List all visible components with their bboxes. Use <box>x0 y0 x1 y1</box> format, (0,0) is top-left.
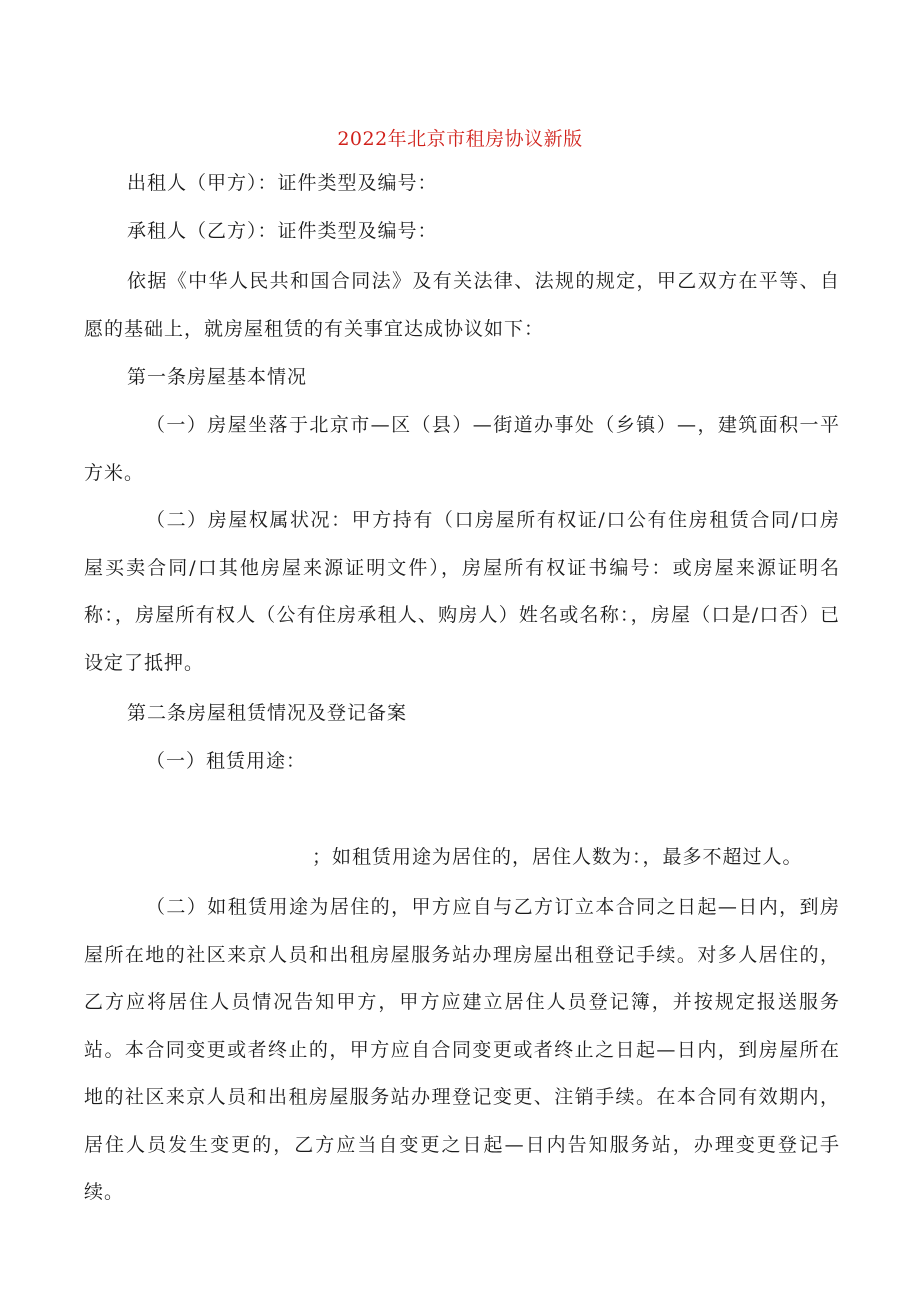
article1-heading: 第一条房屋基本情况 <box>127 366 308 388</box>
article2-heading: 第二条房屋租赁情况及登记备案 <box>127 702 408 724</box>
document-title: 2022年北京市租房协议新版 <box>337 128 583 150</box>
lessor-line: 出租人（甲方）：证件类型及编号： <box>127 172 438 194</box>
article2-clause1-continuation: ；如租赁用途为居住的，居住人数为：，最多不超过人。 <box>312 846 803 868</box>
lessee-line: 承租人（乙方）：证件类型及编号： <box>127 220 438 242</box>
article2-clause1-label: （一）租赁用途： <box>146 750 307 772</box>
preamble-paragraph: 依据《中华人民共和国合同法》及有关法律、法规的规定，甲乙双方在平等、自愿的基础上，就房屋租赁的有关事宜达成协议如下： <box>84 270 840 340</box>
article1-clause2: （二）房屋权属状况：甲方持有（口房屋所有权证/口公有住房租赁合同/口房屋买卖合同/口其他房屋来源证明文件），房屋所有权证书编号：或房屋来源证明名称：，房屋所有权人（公有住房承租人、购房人）姓名或名称：，房屋（口是/口否）已设定了抵押。 <box>84 509 840 674</box>
article1-clause1: （一）房屋坐落于北京市—区（县）—街道办事处（乡镇）—，建筑面积一平方米。 <box>84 414 840 484</box>
article2-clause2: （二）如租赁用途为居住的，甲方应自与乙方订立本合同之日起—日内，到房屋所在地的社区来京人员和出租房屋服务站办理房屋出租登记手续。对多人居住的，乙方应将居住人员情况告知甲方，甲方应建立居住人员登记簿，并按规定报送服务站。本合同变更或者终止的，甲方应自合同变更或者终止之日起—日内，到房屋所在地的社区来京人员和出租房屋服务站办理登记变更、注销手续。在本合同有效期内，居住人员发生变更的，乙方应当自变更之日起—日内告知服务站，办理变更登记手续。 <box>84 896 840 1203</box>
